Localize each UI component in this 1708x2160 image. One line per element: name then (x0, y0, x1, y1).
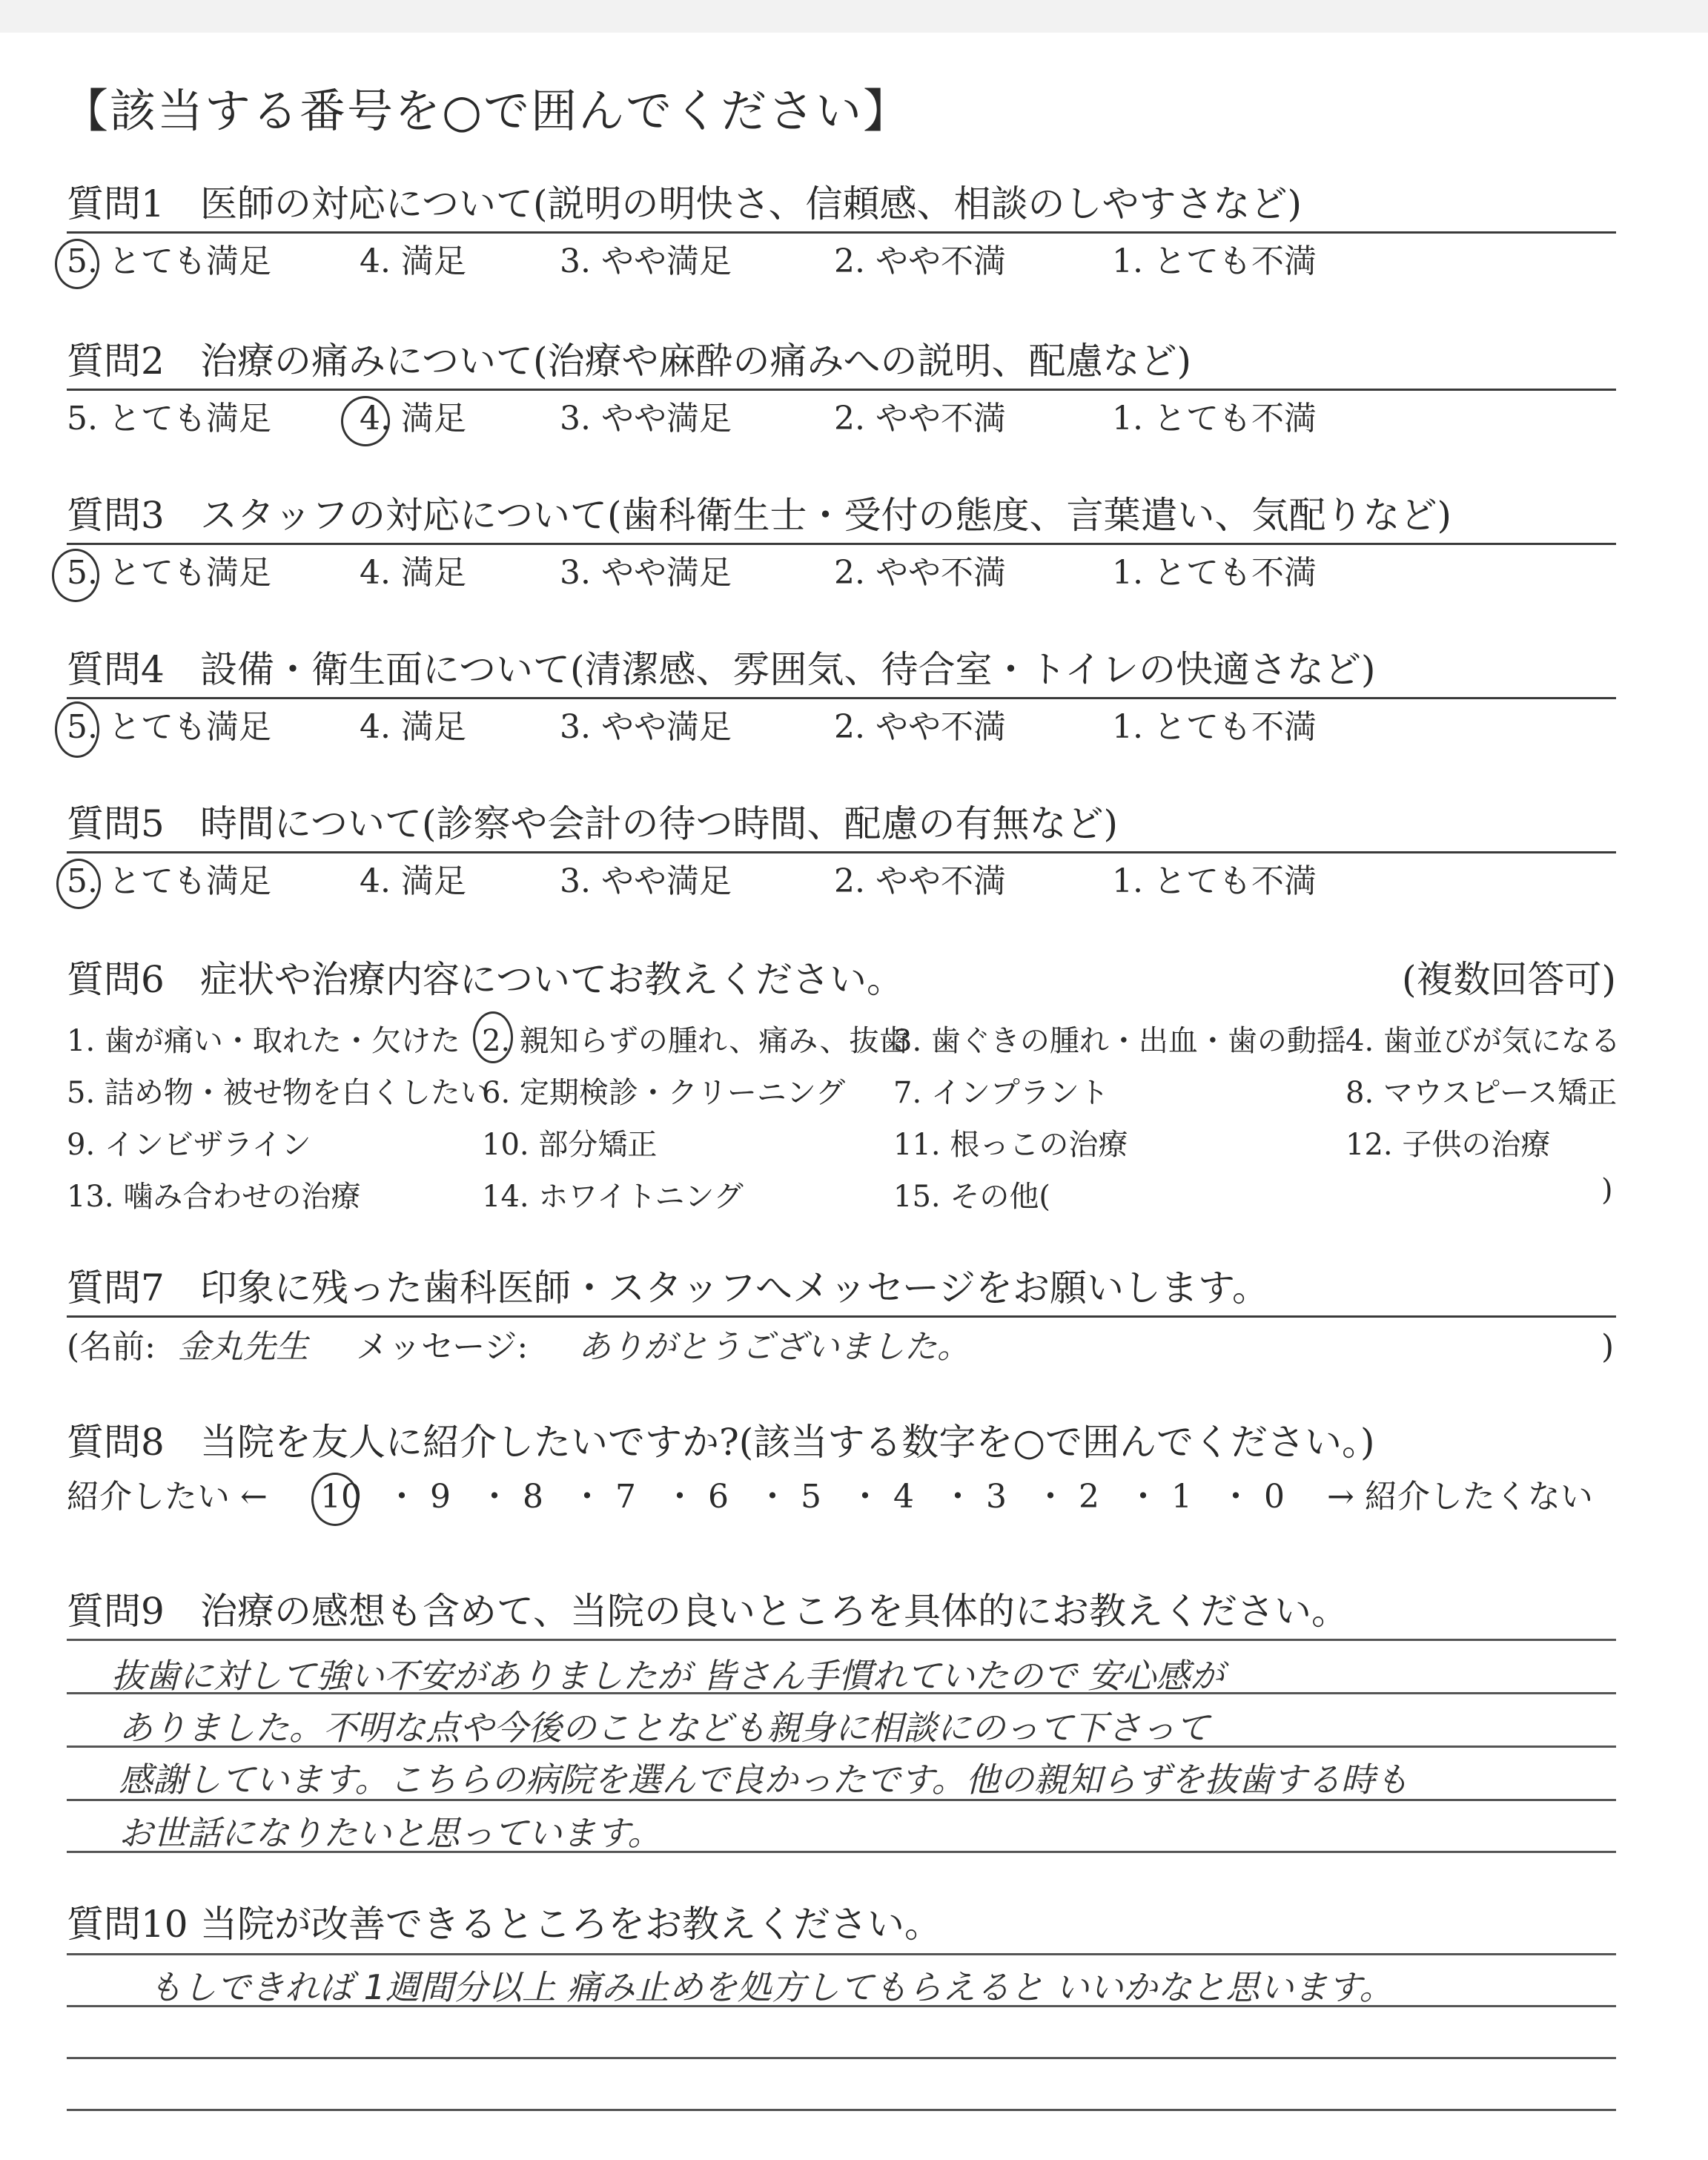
scale-8[interactable]: 8 (523, 1478, 543, 1516)
question-5-text: 時間について(診察や会計の待つ時間、配慮の有無など) (200, 802, 1119, 845)
scale-3[interactable]: 3 (986, 1478, 1007, 1516)
choice-4[interactable]: 4. 満足 (360, 400, 466, 437)
referral-scale (67, 1471, 1616, 1523)
question-8 (67, 1416, 1616, 1523)
question-3-title (67, 489, 1616, 541)
question-7-rule (67, 1315, 1616, 1318)
choice-4[interactable]: 4. 満足 (360, 862, 466, 900)
choice-2[interactable]: 2. やや不満 (834, 708, 1006, 746)
symptom-3[interactable]: 3. 歯ぐきの腫れ・出血・歯の動揺 (893, 1024, 1346, 1058)
question-2-number: 質問2 (67, 340, 165, 383)
question-3-number: 質問3 (67, 494, 165, 537)
question-5-choices (67, 856, 1616, 908)
question-9-title (67, 1585, 1616, 1637)
symptom-9[interactable]: 9. インビザライン (67, 1128, 311, 1162)
message-value[interactable]: ありがとうございました。 (578, 1328, 970, 1366)
question-4-text: 設備・衛生面について(清潔感、雰囲気、待合室・トイレの快適さなど) (200, 648, 1376, 691)
question-2-text: 治療の痛みについて(治療や麻酔の痛みへの説明、配慮など) (200, 340, 1192, 383)
choice-2[interactable]: 2. やや不満 (834, 554, 1006, 592)
scale-dot: ・ (478, 1478, 511, 1516)
symptom-15[interactable]: 15. その他( (893, 1180, 1050, 1214)
choice-2[interactable]: 2. やや不満 (834, 242, 1006, 280)
question-4-choices (67, 701, 1616, 753)
symptom-2[interactable]: 2. 親知らずの腫れ、痛み、抜歯 (482, 1024, 909, 1058)
question-2 (67, 335, 1616, 445)
improvement-text-line-1[interactable]: もしできれば 1週間分以上 痛み止めを処方してもらえると いいかなと思います。 (148, 1967, 1394, 2007)
scale-2[interactable]: 2 (1079, 1478, 1099, 1516)
question-6-text: 症状や治療内容についてお教えください。 (200, 958, 904, 1001)
question-1-choices (67, 236, 1616, 288)
answer-line (67, 2109, 1616, 2111)
symptom-8[interactable]: 8. マウスピース矯正 (1345, 1076, 1618, 1110)
symptom-10[interactable]: 10. 部分矯正 (482, 1128, 658, 1162)
question-2-rule (67, 389, 1616, 391)
scale-dot: ・ (663, 1478, 696, 1516)
scale-dot: ・ (385, 1478, 418, 1516)
scale-7[interactable]: 7 (615, 1478, 636, 1516)
choice-5[interactable]: 5. とても満足 (67, 554, 271, 592)
question-4 (67, 644, 1616, 753)
question-9-text: 治療の感想も含めて、当院の良いところを具体的にお教えください。 (200, 1590, 1348, 1633)
choice-1[interactable]: 1. とても不満 (1112, 554, 1317, 592)
choice-3[interactable]: 3. やや満足 (560, 554, 732, 592)
question-5-number: 質問5 (67, 802, 165, 845)
question-9-number: 質問9 (67, 1590, 165, 1633)
question-5 (67, 798, 1616, 908)
answer-text-line-3[interactable]: 感謝しています。こちらの病院を選んで良かったです。他の親知らずを抜歯する時も (119, 1760, 1409, 1800)
question-4-number: 質問4 (67, 648, 165, 691)
scale-5[interactable]: 5 (801, 1478, 821, 1516)
choice-3[interactable]: 3. やや満足 (560, 862, 732, 900)
scale-dot: ・ (756, 1478, 789, 1516)
choice-5[interactable]: 5. とても満足 (67, 708, 271, 746)
question-7 (67, 1262, 1616, 1373)
question-10 (67, 1898, 1616, 2007)
scale-9[interactable]: 9 (430, 1478, 451, 1516)
choice-5[interactable]: 5. とても満足 (67, 862, 271, 900)
scan-top-band (0, 0, 1708, 33)
answer-line (67, 1639, 1616, 1641)
question-8-text: 当院を友人に紹介したいですか?(該当する数字を○で囲んでください。) (200, 1421, 1375, 1464)
message-row (67, 1321, 1616, 1373)
choice-1[interactable]: 1. とても不満 (1112, 242, 1317, 280)
page-heading: 【該当する番号を○で囲んでください】 (62, 84, 911, 138)
scale-dot: ・ (849, 1478, 881, 1516)
scale-dot: ・ (941, 1478, 974, 1516)
scale-0[interactable]: 0 (1264, 1478, 1285, 1516)
question-8-title (67, 1416, 1616, 1468)
question-8-number: 質問8 (67, 1421, 165, 1464)
choice-1[interactable]: 1. とても不満 (1112, 400, 1317, 437)
symptom-6[interactable]: 6. 定期検診・クリーニング (482, 1076, 846, 1110)
question-1-number: 質問1 (67, 182, 165, 225)
message-close: ) (1601, 1328, 1615, 1366)
answer-line (67, 1953, 1616, 1955)
question-1-text: 医師の対応について(説明の明快さ、信頼感、相談のしやすさなど) (200, 182, 1302, 225)
question-7-text: 印象に残った歯科医師・スタッフへメッセージをお願いします。 (200, 1266, 1269, 1309)
scale-dot: ・ (1219, 1478, 1252, 1516)
question-2-choices (67, 393, 1616, 445)
symptom-11[interactable]: 11. 根っこの治療 (893, 1128, 1128, 1162)
symptom-12[interactable]: 12. 子供の治療 (1345, 1128, 1551, 1162)
question-7-title (67, 1262, 1616, 1314)
choice-3[interactable]: 3. やや満足 (560, 242, 732, 280)
question-5-rule (67, 851, 1616, 853)
message-label: メッセージ: (356, 1328, 529, 1366)
answer-text-line-2[interactable]: ありました。不明な点や今後のことなども親身に相談にのって下さって (119, 1708, 1210, 1748)
scale-left-label: 紹介したい ← (67, 1478, 268, 1516)
question-7-number: 質問7 (67, 1266, 165, 1309)
symptom-4[interactable]: 4. 歯並びが気になる (1345, 1024, 1621, 1058)
question-2-title (67, 335, 1616, 387)
scale-right-label: → 紹介したくない (1327, 1478, 1593, 1516)
symptom-7[interactable]: 7. インプラント (893, 1076, 1109, 1110)
symptom-options (67, 1011, 1621, 1234)
answer-text-line-1[interactable]: 抜歯に対して強い不安がありましたが 皆さん手慣れていたので 安心感が (111, 1656, 1225, 1696)
answer-text-line-4[interactable]: お世話になりたいと思っています。 (119, 1813, 662, 1853)
question-1-title (67, 178, 1616, 230)
symptom-14[interactable]: 14. ホワイトニング (482, 1180, 744, 1214)
scale-dot: ・ (1127, 1478, 1159, 1516)
choice-1[interactable]: 1. とても不満 (1112, 862, 1317, 900)
symptom-15-close: ) (1601, 1173, 1613, 1207)
name-label: (名前: (67, 1328, 156, 1366)
question-10-title (67, 1898, 1616, 1950)
symptom-1[interactable]: 1. 歯が痛い・取れた・欠けた (67, 1024, 460, 1058)
question-3-choices (67, 547, 1616, 599)
question-10-number: 質問10 (67, 1903, 188, 1946)
answer-line (67, 2057, 1616, 2059)
scale-1[interactable]: 1 (1171, 1478, 1192, 1516)
multiple-answers-note: (複数回答可) (1401, 958, 1616, 1001)
question-4-title (67, 644, 1616, 696)
scale-6[interactable]: 6 (708, 1478, 729, 1516)
symptom-5[interactable]: 5. 詰め物・被せ物を白くしたい (67, 1076, 490, 1110)
scale-4[interactable]: 4 (893, 1478, 914, 1516)
question-1 (67, 178, 1616, 288)
scale-dot: ・ (1034, 1478, 1067, 1516)
choice-2[interactable]: 2. やや不満 (834, 862, 1006, 900)
symptom-13[interactable]: 13. 噛み合わせの治療 (67, 1180, 361, 1214)
choice-3[interactable]: 3. やや満足 (560, 400, 732, 437)
question-9 (67, 1585, 1616, 1853)
choice-5[interactable]: 5. とても満足 (67, 400, 271, 437)
choice-2[interactable]: 2. やや不満 (834, 400, 1006, 437)
choice-5[interactable]: 5. とても満足 (67, 242, 271, 280)
scale-10[interactable]: 10 (320, 1478, 362, 1516)
choice-3[interactable]: 3. やや満足 (560, 708, 732, 746)
choice-4[interactable]: 4. 満足 (360, 242, 466, 280)
question-5-title (67, 798, 1616, 850)
question-4-rule (67, 697, 1616, 699)
choice-4[interactable]: 4. 満足 (360, 554, 466, 592)
choice-4[interactable]: 4. 満足 (360, 708, 466, 746)
question-10-text: 当院が改善できるところをお教えください。 (200, 1903, 941, 1946)
question-6-number: 質問6 (67, 958, 165, 1001)
question-1-rule (67, 231, 1616, 234)
scale-dot: ・ (571, 1478, 603, 1516)
question-3-text: スタッフの対応について(歯科衛生士・受付の態度、言葉遣い、気配りなど) (200, 494, 1452, 537)
question-6-title (67, 954, 1616, 1005)
question-3 (67, 489, 1616, 599)
choice-1[interactable]: 1. とても不満 (1112, 708, 1317, 746)
question-3-rule (67, 543, 1616, 545)
question-6 (67, 954, 1621, 1234)
name-value[interactable]: 金丸先生 (178, 1328, 308, 1366)
